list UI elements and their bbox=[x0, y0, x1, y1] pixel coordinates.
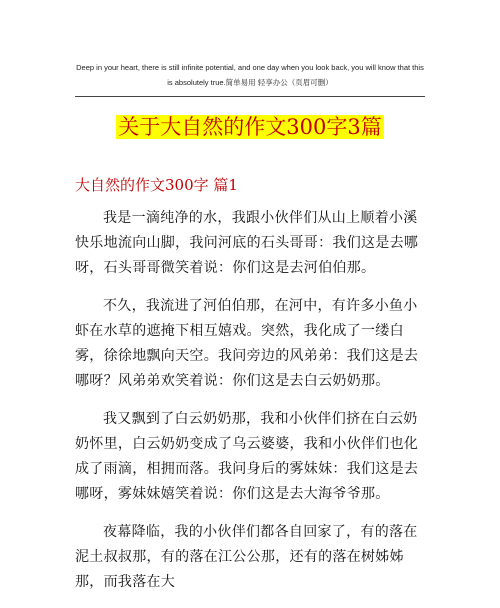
article-body bbox=[75, 206, 425, 608]
paragraph-1: 我是一滴纯净的水，我跟小伙伴们从山上顺着小溪快乐地流向山脚，我问河底的石头哥哥：我们这是去哪呀，石头哥哥微笑着说：你们这是去河伯伯那。 bbox=[75, 210, 419, 276]
document-title bbox=[40, 110, 460, 144]
paragraph-4: 夜幕降临，我的小伙伴们都各自回家了，有的落在泥土叔叔那，有的落在江公公那，还有的落在树姊姊那，而我落在大 bbox=[75, 524, 418, 590]
header-divider bbox=[75, 96, 425, 97]
document-title-text: 关于大自然的作文300字3篇 bbox=[118, 115, 382, 139]
section-heading: 大自然的作文300字 篇1 bbox=[75, 176, 238, 194]
paragraph-2: 不久，我流进了河伯伯那，在河中，有许多小鱼小虾在水草的遮掩下相互嬉戏。突然，我化成了一缕白雾，徐徐地飘向天空。我问旁边的风弟弟：我们这是去哪呀？风弟弟欢笑着说：你们这是去白云奶奶那。 bbox=[75, 298, 419, 389]
page-header-tagline: Deep in your heart, there is still infinite potential, and one day when you look back, you will know that this is absolutely true.简单易用 轻享办公（页眉可删） bbox=[76, 63, 424, 87]
paragraph-3: 我又飘到了白云奶奶那，我和小伙伴们挤在白云奶奶怀里，白云奶奶变成了乌云婆婆，我和小伙伴们也化成了雨滴，相拥而落。我问身后的雾妹妹：我们这是去哪呀，雾妹妹嬉笑着说：你们这是去大海爷爷那。 bbox=[75, 411, 419, 502]
